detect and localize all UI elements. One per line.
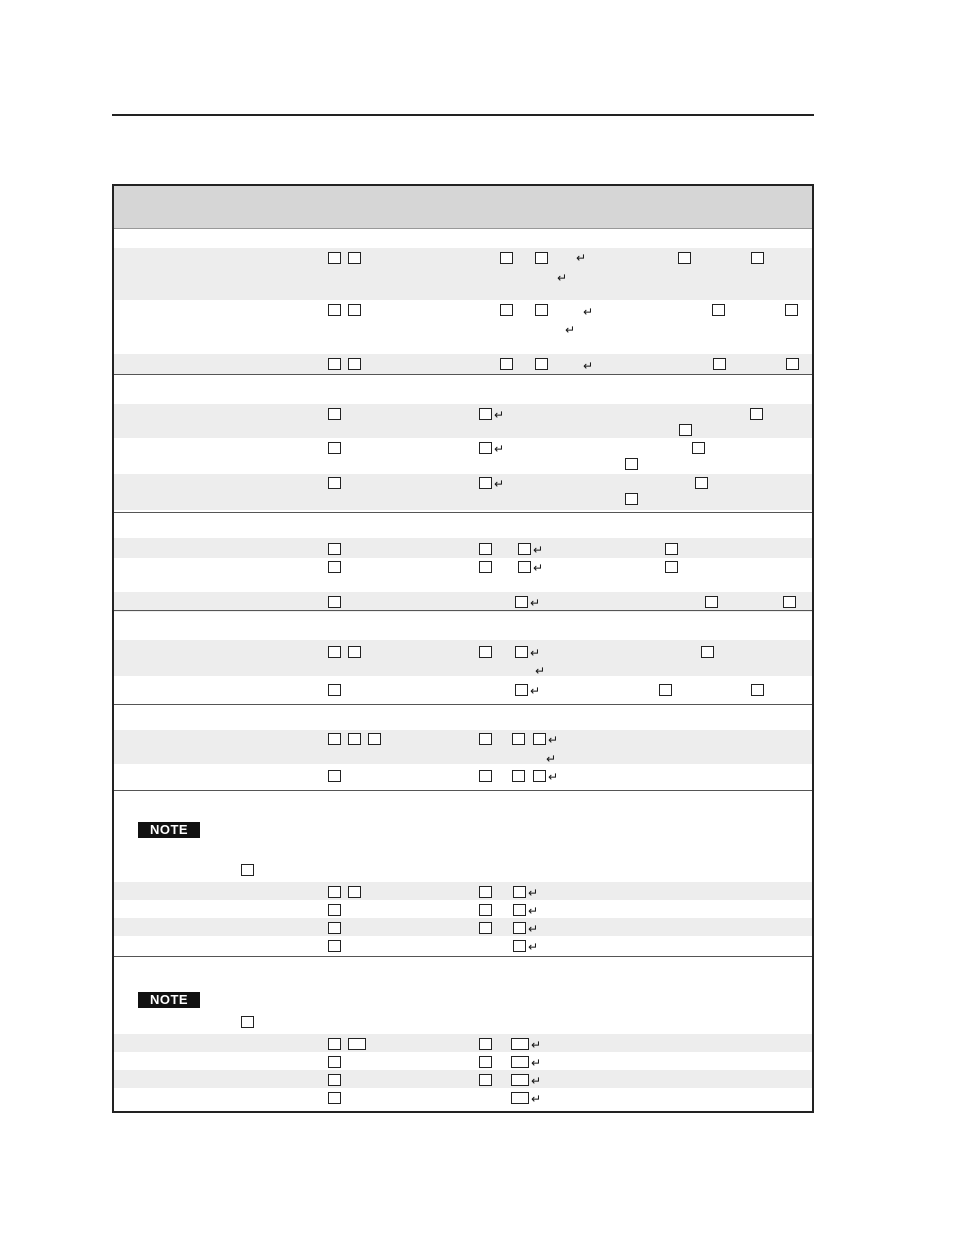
variable-box — [328, 252, 341, 264]
table-row — [114, 730, 812, 764]
return-icon: ↵ — [494, 408, 505, 422]
variable-box — [665, 561, 678, 573]
return-icon: ↵ — [546, 752, 557, 766]
variable-box — [479, 1038, 492, 1050]
variable-box — [512, 733, 525, 745]
variable-box — [479, 922, 492, 934]
variable-box — [328, 733, 341, 745]
variable-box — [679, 424, 692, 436]
section-divider — [114, 956, 812, 957]
variable-box — [513, 886, 526, 898]
variable-box — [513, 904, 526, 916]
table-row — [114, 882, 812, 900]
variable-box — [511, 1038, 529, 1050]
variable-box — [328, 477, 341, 489]
variable-box — [328, 646, 341, 658]
variable-box — [625, 493, 638, 505]
variable-box — [241, 1016, 254, 1028]
variable-box — [348, 886, 361, 898]
return-icon: ↵ — [531, 1038, 542, 1052]
variable-box — [705, 596, 718, 608]
variable-box — [713, 358, 726, 370]
variable-box — [515, 596, 528, 608]
variable-box — [328, 1074, 341, 1086]
variable-box — [328, 1038, 341, 1050]
variable-box — [511, 1074, 529, 1086]
variable-box — [513, 940, 526, 952]
variable-box — [479, 886, 492, 898]
return-icon: ↵ — [548, 733, 559, 747]
variable-box — [785, 304, 798, 316]
return-icon: ↵ — [530, 684, 541, 698]
variable-box — [500, 304, 513, 316]
variable-box — [479, 733, 492, 745]
variable-box — [328, 1092, 341, 1104]
variable-box — [348, 646, 361, 658]
section-divider — [114, 704, 812, 705]
header-rule — [112, 114, 814, 116]
variable-box — [515, 684, 528, 696]
variable-box — [535, 252, 548, 264]
note-label: NOTE — [138, 822, 200, 838]
table-row — [114, 354, 812, 374]
variable-box — [500, 252, 513, 264]
variable-box — [479, 477, 492, 489]
command-table — [112, 184, 814, 1113]
return-icon: ↵ — [548, 770, 559, 784]
return-icon: ↵ — [533, 561, 544, 575]
table-row — [114, 248, 812, 300]
return-icon: ↵ — [530, 596, 541, 610]
variable-box — [783, 596, 796, 608]
return-icon: ↵ — [494, 442, 505, 456]
return-icon: ↵ — [576, 251, 587, 265]
section-divider — [114, 374, 812, 375]
variable-box — [479, 561, 492, 573]
variable-box — [665, 543, 678, 555]
return-icon: ↵ — [530, 646, 541, 660]
return-icon: ↵ — [531, 1092, 542, 1106]
table-header-row — [114, 186, 812, 229]
variable-box — [328, 1056, 341, 1068]
variable-box — [512, 770, 525, 782]
variable-box — [328, 684, 341, 696]
variable-box — [511, 1056, 529, 1068]
variable-box — [533, 733, 546, 745]
variable-box — [348, 1038, 366, 1050]
variable-box — [533, 770, 546, 782]
variable-box — [328, 543, 341, 555]
variable-box — [328, 886, 341, 898]
variable-box — [712, 304, 725, 316]
variable-box — [328, 904, 341, 916]
variable-box — [515, 646, 528, 658]
variable-box — [368, 733, 381, 745]
variable-box — [328, 358, 341, 370]
variable-box — [348, 304, 361, 316]
section-divider — [114, 512, 812, 513]
variable-box — [500, 358, 513, 370]
variable-box — [328, 408, 341, 420]
variable-box — [751, 252, 764, 264]
table-row — [114, 404, 812, 438]
variable-box — [678, 252, 691, 264]
variable-box — [701, 646, 714, 658]
note-label: NOTE — [138, 992, 200, 1008]
table-row — [114, 918, 812, 936]
variable-box — [479, 1074, 492, 1086]
variable-box — [625, 458, 638, 470]
variable-box — [328, 442, 341, 454]
variable-box — [241, 864, 254, 876]
variable-box — [479, 442, 492, 454]
variable-box — [479, 408, 492, 420]
variable-box — [328, 596, 341, 608]
return-icon: ↵ — [565, 323, 576, 337]
variable-box — [479, 1056, 492, 1068]
variable-box — [751, 684, 764, 696]
variable-box — [786, 358, 799, 370]
variable-box — [479, 770, 492, 782]
return-icon: ↵ — [535, 664, 546, 678]
variable-box — [518, 543, 531, 555]
return-icon: ↵ — [557, 271, 568, 285]
variable-box — [511, 1092, 529, 1104]
variable-box — [692, 442, 705, 454]
variable-box — [535, 304, 548, 316]
variable-box — [479, 904, 492, 916]
variable-box — [535, 358, 548, 370]
table-row — [114, 538, 812, 558]
return-icon: ↵ — [583, 359, 594, 373]
variable-box — [328, 561, 341, 573]
variable-box — [328, 770, 341, 782]
return-icon: ↵ — [533, 543, 544, 557]
variable-box — [328, 304, 341, 316]
table-row — [114, 1070, 812, 1088]
return-icon: ↵ — [528, 904, 539, 918]
variable-box — [479, 646, 492, 658]
section-divider — [114, 610, 812, 611]
variable-box — [518, 561, 531, 573]
variable-box — [479, 543, 492, 555]
return-icon: ↵ — [531, 1074, 542, 1088]
return-icon: ↵ — [583, 305, 594, 319]
variable-box — [513, 922, 526, 934]
table-row — [114, 1034, 812, 1052]
return-icon: ↵ — [528, 922, 539, 936]
section-divider — [114, 790, 812, 791]
variable-box — [328, 922, 341, 934]
variable-box — [328, 940, 341, 952]
variable-box — [695, 477, 708, 489]
return-icon: ↵ — [531, 1056, 542, 1070]
variable-box — [348, 733, 361, 745]
return-icon: ↵ — [528, 886, 539, 900]
return-icon: ↵ — [528, 940, 539, 954]
return-icon: ↵ — [494, 477, 505, 491]
variable-box — [348, 358, 361, 370]
variable-box — [348, 252, 361, 264]
variable-box — [659, 684, 672, 696]
variable-box — [750, 408, 763, 420]
